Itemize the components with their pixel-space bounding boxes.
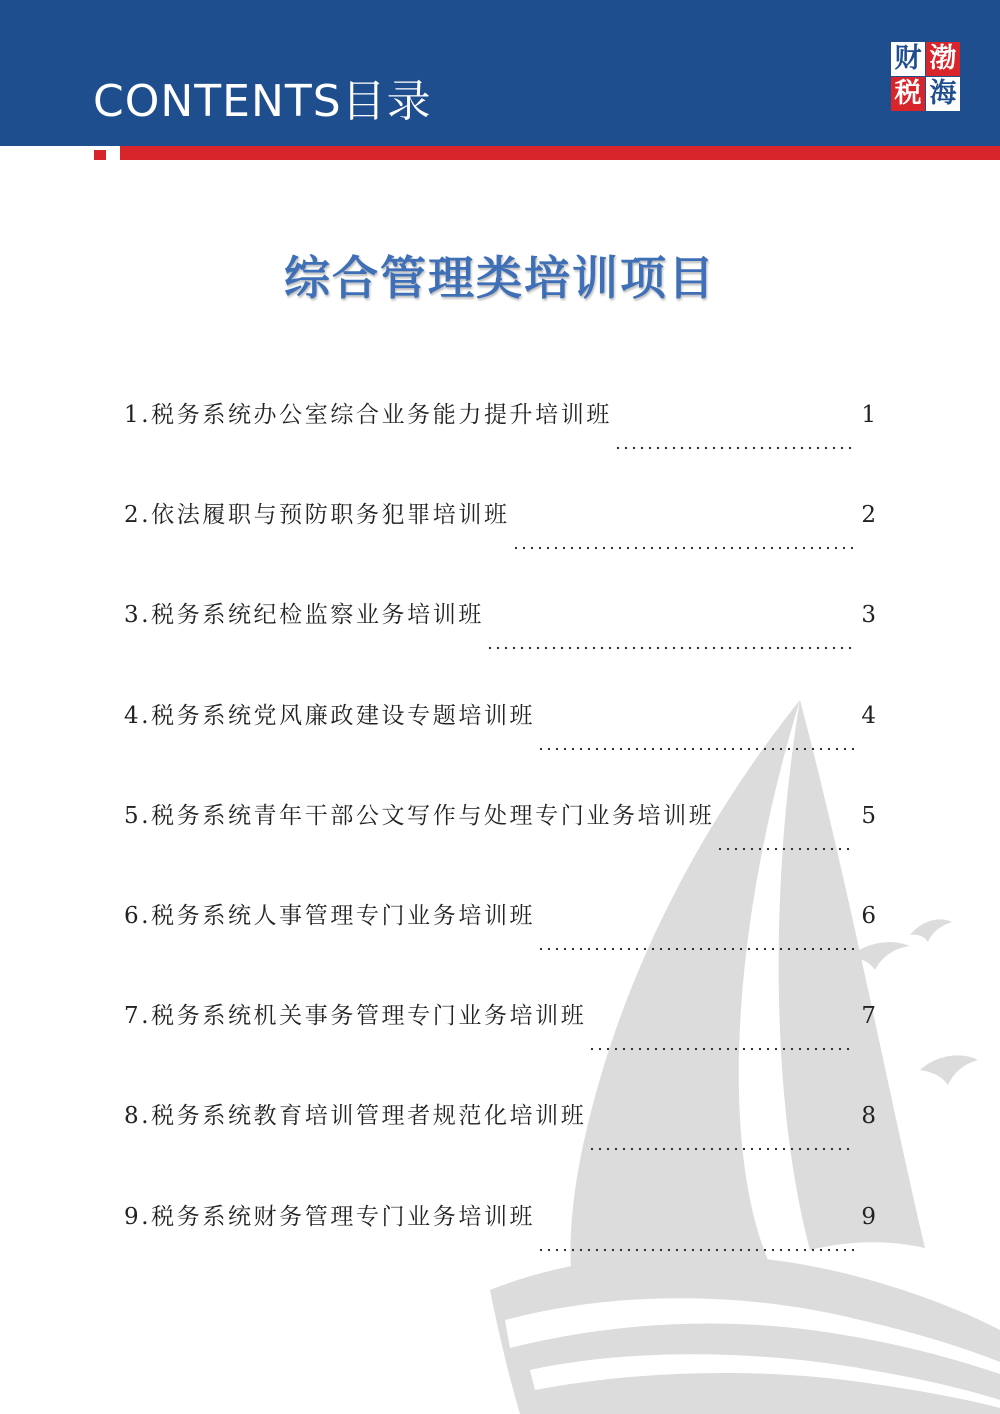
toc-item[interactable] bbox=[124, 396, 876, 496]
toc-leader-dots bbox=[716, 847, 855, 851]
toc-item[interactable] bbox=[124, 897, 876, 997]
section-title: 综合管理类培训项目 bbox=[284, 251, 716, 305]
logo-char: 海 bbox=[926, 77, 960, 111]
page-header-title: CONTENTS目录 bbox=[93, 76, 432, 127]
toc-item[interactable] bbox=[124, 697, 876, 797]
toc-item-label: 4.税务系统党风廉政建设专题培训班 bbox=[124, 702, 536, 729]
toc-item-label: 3.税务系统纪检监察业务培训班 bbox=[124, 602, 484, 629]
toc-leader-dots bbox=[588, 1047, 855, 1051]
toc-item[interactable] bbox=[124, 596, 876, 696]
toc-item-page: 4 bbox=[861, 702, 876, 729]
header-red-bar bbox=[120, 146, 1000, 160]
toc-leader-dots bbox=[537, 747, 855, 751]
toc-item-page: 6 bbox=[861, 902, 876, 929]
toc-item-label: 1.税务系统办公室综合业务能力提升培训班 bbox=[124, 402, 612, 428]
toc-item[interactable] bbox=[124, 797, 876, 897]
toc-item-label: 6.税务系统人事管理专门业务培训班 bbox=[124, 902, 536, 929]
toc-item-page: 8 bbox=[861, 1103, 876, 1130]
logo-char: 渤 bbox=[926, 42, 960, 76]
toc-leader-dots bbox=[537, 1248, 855, 1252]
brand-logo bbox=[891, 42, 960, 111]
toc-item-label: 5.税务系统青年干部公文写作与处理专门业务培训班 bbox=[124, 802, 715, 829]
toc-item[interactable] bbox=[124, 496, 876, 596]
logo-char: 财 bbox=[891, 42, 925, 76]
toc-leader-dots bbox=[512, 546, 856, 550]
table-of-contents bbox=[124, 396, 876, 1298]
toc-item-page: 5 bbox=[861, 802, 876, 829]
toc-item-label: 8.税务系统教育培训管理者规范化培训班 bbox=[124, 1103, 587, 1130]
toc-item-page: 1 bbox=[861, 402, 876, 428]
toc-item-page: 3 bbox=[861, 602, 876, 629]
toc-leader-dots bbox=[537, 947, 855, 951]
toc-leader-dots bbox=[486, 646, 855, 650]
toc-leader-dots bbox=[588, 1147, 855, 1151]
header-red-square bbox=[94, 150, 106, 160]
toc-leader-dots bbox=[614, 446, 855, 450]
logo-char: 税 bbox=[891, 77, 925, 111]
toc-item-label: 2.依法履职与预防职务犯罪培训班 bbox=[124, 502, 510, 529]
toc-item[interactable] bbox=[124, 997, 876, 1097]
toc-item-page: 7 bbox=[861, 1003, 876, 1030]
toc-item-page: 9 bbox=[861, 1203, 876, 1230]
toc-item-page: 2 bbox=[861, 502, 876, 529]
toc-item-label: 9.税务系统财务管理专门业务培训班 bbox=[124, 1203, 536, 1230]
toc-item[interactable] bbox=[124, 1097, 876, 1197]
toc-item-label: 7.税务系统机关事务管理专门业务培训班 bbox=[124, 1003, 587, 1030]
toc-item[interactable] bbox=[124, 1198, 876, 1298]
